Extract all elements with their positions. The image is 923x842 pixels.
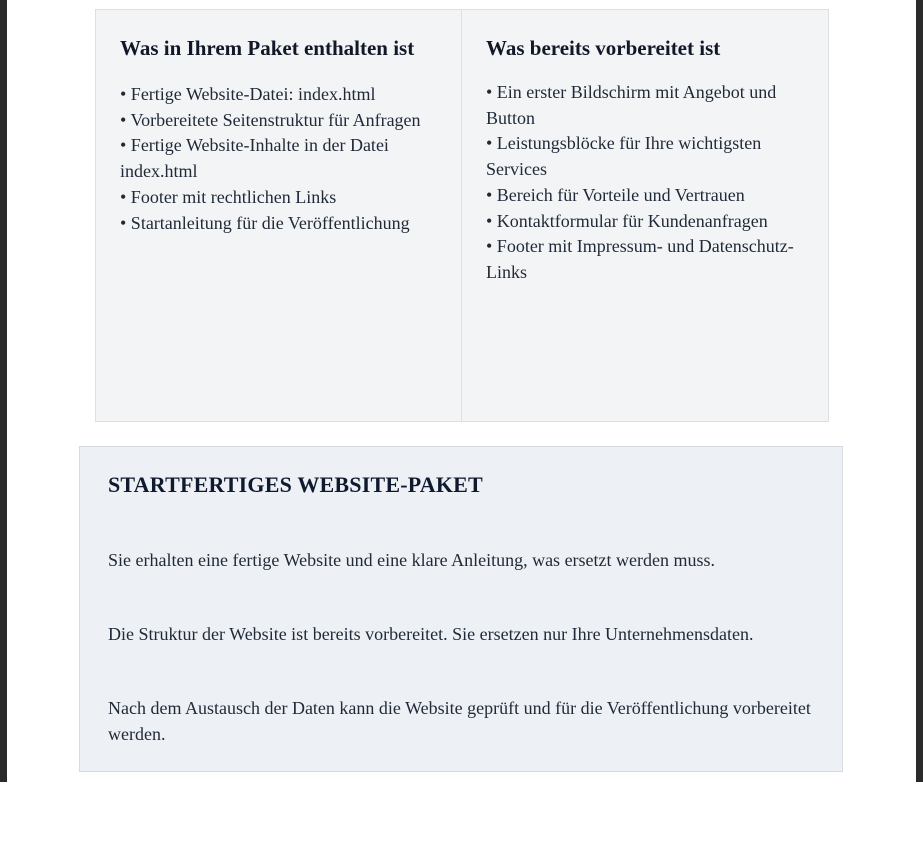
window-frame-right: [916, 0, 923, 782]
package-contents-card: [96, 10, 462, 421]
list-item: • Ein erster Bildschirm mit Angebot und Button: [486, 82, 777, 128]
window-frame-left: [0, 0, 7, 782]
summary-paragraph: Sie erhalten eine fertige Website und eine klare Anleitung, was ersetzt werden muss.: [108, 550, 716, 570]
list-item: • Bereich für Vorteile und Vertrauen: [486, 184, 745, 205]
list-item: • Fertige Website-Datei: index.html: [120, 84, 376, 104]
summary-paragraph: Die Struktur der Website ist bereits vorbereitet. Sie ersetzen nur Ihre Unternehmensdaten.: [108, 624, 754, 644]
prepared-title: Was bereits vorbereitet ist: [486, 36, 721, 60]
summary-title: STARTFERTIGES WEBSITE-PAKET: [108, 472, 483, 497]
info-grid: [95, 9, 829, 422]
list-item: • Kontaktformular für Kundenanfragen: [486, 210, 768, 231]
list-item: • Footer mit Impressum- und Datenschutz-Links: [486, 236, 794, 282]
summary-paragraph: Nach dem Austausch der Daten kann die Website geprüft und für die Veröffentlichung vorbereitet werden.: [108, 698, 811, 744]
package-contents-list: [120, 82, 437, 236]
list-item: • Vorbereitete Seitenstruktur für Anfragen: [120, 109, 421, 130]
website-package-summary: [79, 446, 843, 772]
prepared-card: [462, 10, 828, 421]
list-item: • Startanleitung für die Veröffentlichung: [120, 212, 410, 233]
package-contents-title: Was in Ihrem Paket enthalten ist: [120, 36, 415, 60]
list-item: • Leistungsblöcke für Ihre wichtigsten Services: [486, 133, 762, 180]
prepared-list: [486, 80, 804, 286]
list-item: • Footer mit rechtlichen Links: [120, 186, 337, 207]
list-item: • Fertige Website-Inhalte in der Datei index.html: [120, 135, 389, 182]
